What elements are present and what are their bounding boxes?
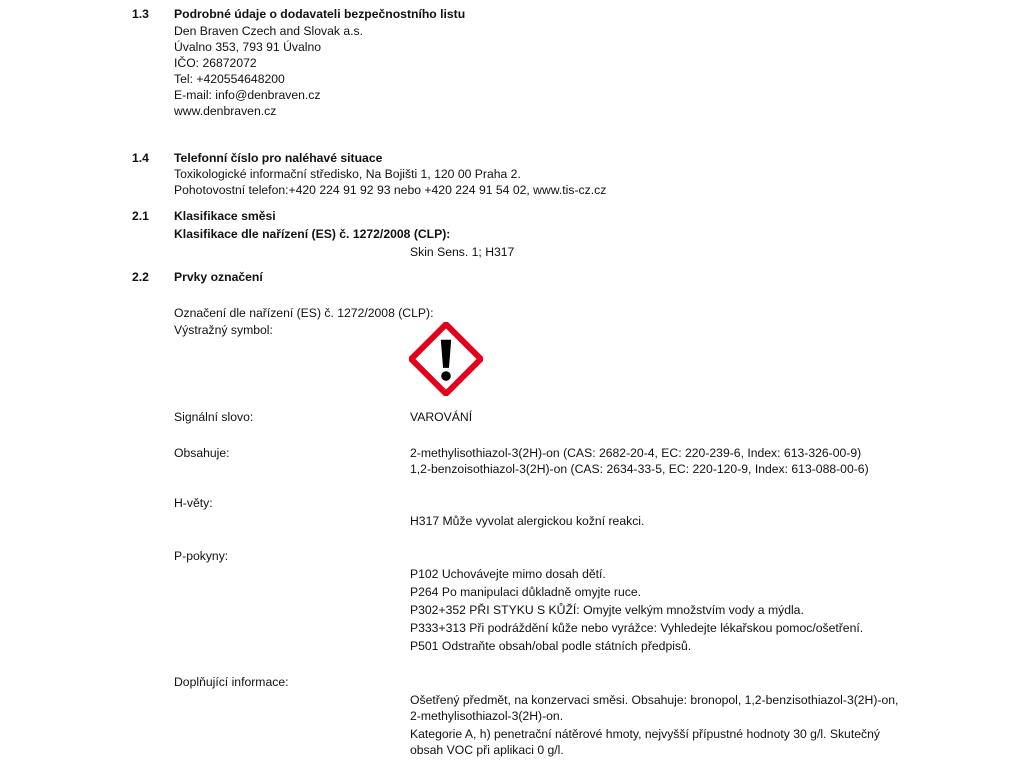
supplementary-info-line: Ošetřený předmět, na konzervaci směsi. Obsahuje: bronopol, 1,2-benzisothiazol-3(2H)-on,	[410, 693, 899, 707]
contains-label: Obsahuje:	[174, 446, 230, 460]
h-statement: H317 Může vyvolat alergickou kožní reakci.	[410, 514, 645, 528]
p-statement: P264 Po manipulaci důkladně omyjte ruce.	[410, 585, 642, 599]
p-statement: P102 Uchovávejte mimo dosah dětí.	[410, 567, 606, 581]
section-heading-label-elements: Prvky označení	[174, 270, 263, 284]
supplementary-info-line: 2-methylisothiazol-3(2H)-on.	[410, 709, 564, 723]
warning-symbol-label: Výstražný symbol:	[174, 323, 273, 337]
supplier-website: www.denbraven.cz	[174, 104, 277, 118]
contains-item: 2-methylisothiazol-3(2H)-on (CAS: 2682-20-4, EC: 220-239-6, Index: 613-326-00-9)	[410, 446, 862, 460]
section-number-2-1: 2.1	[132, 209, 149, 223]
label-regulation-text: Označení dle nařízení (ES) č. 1272/2008 (CLP):	[174, 306, 434, 320]
section-heading-supplier: Podrobné údaje o dodavateli bezpečnostního listu	[174, 7, 466, 21]
h-statements-label: H-věty:	[174, 496, 213, 510]
ghs07-exclamation-icon	[409, 322, 483, 396]
supplementary-info-line: Kategorie A, h) penetrační nátěrové hmoty, nejvyšší přípustné hodnoty 30 g/l. Skutečný	[410, 727, 880, 741]
supplier-ico: IČO: 26872072	[174, 56, 257, 70]
emergency-center: Toxikologické informační středisko, Na Bojišti 1, 120 00 Praha 2.	[174, 167, 521, 181]
section-number-1-3: 1.3	[132, 7, 149, 21]
classification-regulation-heading: Klasifikace dle nařízení (ES) č. 1272/2008 (CLP):	[174, 227, 451, 241]
supplier-email: E-mail: info@denbraven.cz	[174, 88, 321, 102]
supplier-address: Úvalno 353, 793 91 Úvalno	[174, 40, 322, 54]
classification-value: Skin Sens. 1; H317	[410, 245, 515, 259]
supplementary-info-label: Doplňující informace:	[174, 675, 289, 689]
supplier-phone: Tel: +420554648200	[174, 72, 285, 86]
section-heading-emergency: Telefonní číslo pro naléhavé situace	[174, 151, 383, 165]
p-statement: P302+352 PŘI STYKU S KŮŽÍ: Omyjte velkým množstvím vody a mýdla.	[410, 603, 804, 617]
section-heading-classification: Klasifikace směsi	[174, 209, 276, 223]
emergency-phone: Pohotovostní telefon:+420 224 91 92 93 nebo +420 224 91 54 02, www.tis-cz.cz	[174, 183, 607, 197]
signal-word-label: Signální slovo:	[174, 410, 254, 424]
supplier-name: Den Braven Czech and Slovak a.s.	[174, 24, 364, 38]
p-statement: P333+313 Při podráždění kůže nebo vyrážce: Vyhledejte lékařskou pomoc/ošetření.	[410, 621, 864, 635]
supplementary-info-line: obsah VOC při aplikaci 0 g/l.	[410, 743, 564, 757]
section-number-1-4: 1.4	[132, 151, 149, 165]
section-number-2-2: 2.2	[132, 270, 149, 284]
contains-item: 1,2-benzoisothiazol-3(2H)-on (CAS: 2634-33-5, EC: 220-120-9, Index: 613-088-00-6)	[410, 462, 869, 476]
signal-word-value: VAROVÁNÍ	[410, 410, 473, 424]
p-statement: P501 Odstraňte obsah/obal podle státních předpisů.	[410, 639, 692, 653]
p-statements-label: P-pokyny:	[174, 549, 229, 563]
